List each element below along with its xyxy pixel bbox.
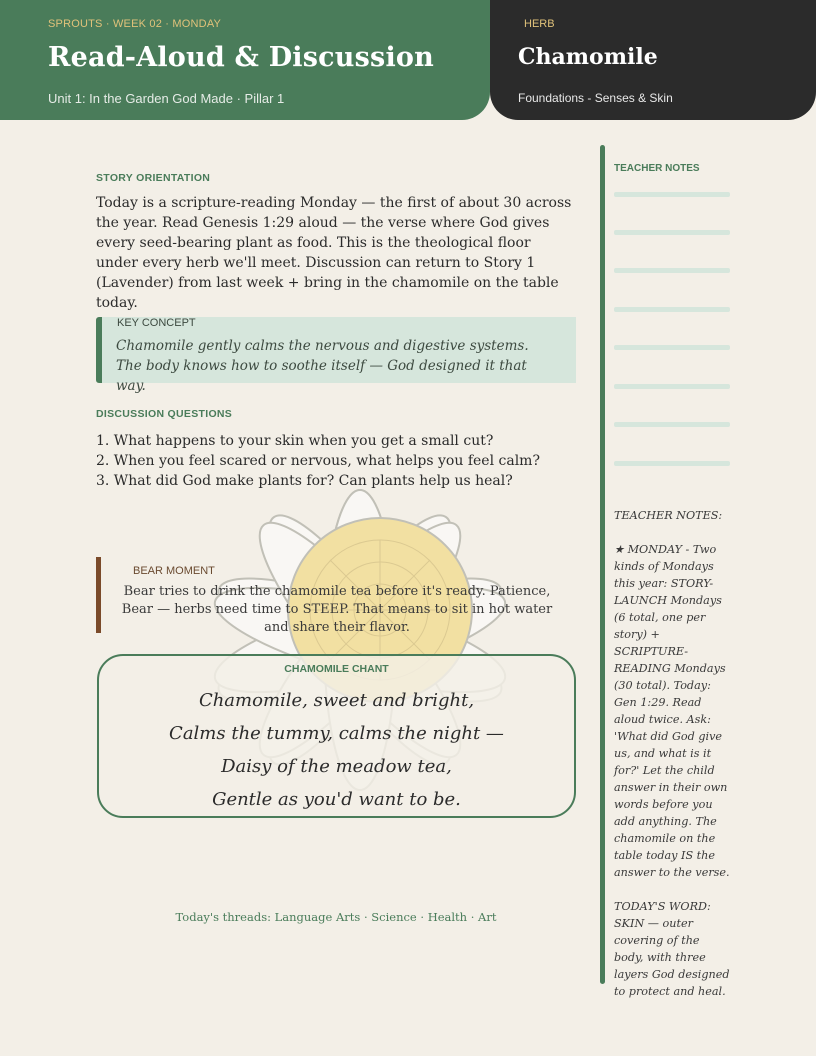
key-concept-callout <box>96 317 576 394</box>
chant-line: Chamomile, sweet and bright, <box>198 690 475 711</box>
sidebar-divider <box>600 145 605 984</box>
unit-subtitle: Unit 1: In the Garden God Made · Pillar 1 <box>48 91 285 106</box>
herb-subtitle: Foundations - Senses & Skin <box>518 91 673 105</box>
key-concept-label: KEY CONCEPT <box>117 317 196 329</box>
key-concept-text: Chamomile gently calms the nervous and digestive systems. The body knows how to soothe itself — God designed it that way. <box>116 338 529 394</box>
herb-banner <box>490 0 816 120</box>
todays-threads: Today's threads: Language Arts · Science · Health · Art <box>175 910 497 924</box>
discussion-questions-list <box>96 431 576 491</box>
header-banner <box>0 0 490 120</box>
story-orientation-text: Today is a scripture-reading Monday — the first of about 30 across the year. Read Genesis 1:29 aloud — the verse where God gives every seed-bearing plant as food. This is the theological floor under every herb we'll meet. Discussion can return to Story 1 (Lavender) from last week + bring in the chamomile on the table today. <box>96 195 572 311</box>
chant-line: Gentle as you'd want to be. <box>212 789 461 810</box>
note-line <box>614 307 730 312</box>
note-line <box>614 384 730 389</box>
chamomile-chant-box <box>97 654 576 818</box>
note-line <box>614 230 730 235</box>
teacher-notes-label: TEACHER NOTES <box>614 163 700 174</box>
note-line <box>614 192 730 197</box>
discussion-questions-label: DISCUSSION QUESTIONS <box>96 408 233 420</box>
lesson-eyebrow: SPROUTS · WEEK 02 · MONDAY <box>48 18 222 30</box>
list-item: 1. What happens to your skin when you get a small cut? <box>96 433 494 449</box>
note-line <box>614 345 730 350</box>
chant-lines <box>99 684 574 816</box>
story-orientation-label: STORY ORIENTATION <box>96 172 211 184</box>
chant-line: Daisy of the meadow tea, <box>221 756 452 777</box>
note-line <box>614 461 730 466</box>
note-line <box>614 268 730 273</box>
teacher-notes-monday: ★ MONDAY - Two kinds of Mondays this year: STORY-LAUNCH Mondays (6 total, one per story) + SCRIPTURE-READING Mondays (30 total). Today: Gen 1:29. Read aloud twice. Ask: 'What did God give us, and what is it for?' Let the child answer in their own words before you add anything. The chamomile on the table today IS the answer to the verse. <box>614 543 730 879</box>
teacher-notes-heading: TEACHER NOTES: <box>614 509 723 522</box>
bear-moment-label: BEAR MOMENT <box>133 565 215 577</box>
teacher-notes-word: TODAY'S WORD: SKIN — outer covering of the body, with three layers God designed to protect and heal. <box>614 900 730 998</box>
page-title: Read-Aloud & Discussion <box>48 42 434 73</box>
list-item: 2. When you feel scared or nervous, what helps you feel calm? <box>96 453 540 469</box>
chant-line: Calms the tummy, calms the night — <box>169 723 504 744</box>
herb-title: Chamomile <box>518 44 658 70</box>
list-item: 3. What did God make plants for? Can plants help us heal? <box>96 473 513 489</box>
bear-moment-callout <box>96 557 556 633</box>
teacher-notes-body <box>614 507 732 1017</box>
note-line <box>614 422 730 427</box>
chant-label: CHAMOMILE CHANT <box>284 663 389 675</box>
bear-moment-text: Bear tries to drink the chamomile tea before it's ready. Patience, Bear — herbs need time to STEEP. That means to sit in hot water and share their flavor. <box>121 584 553 635</box>
herb-eyebrow: HERB <box>524 18 555 30</box>
